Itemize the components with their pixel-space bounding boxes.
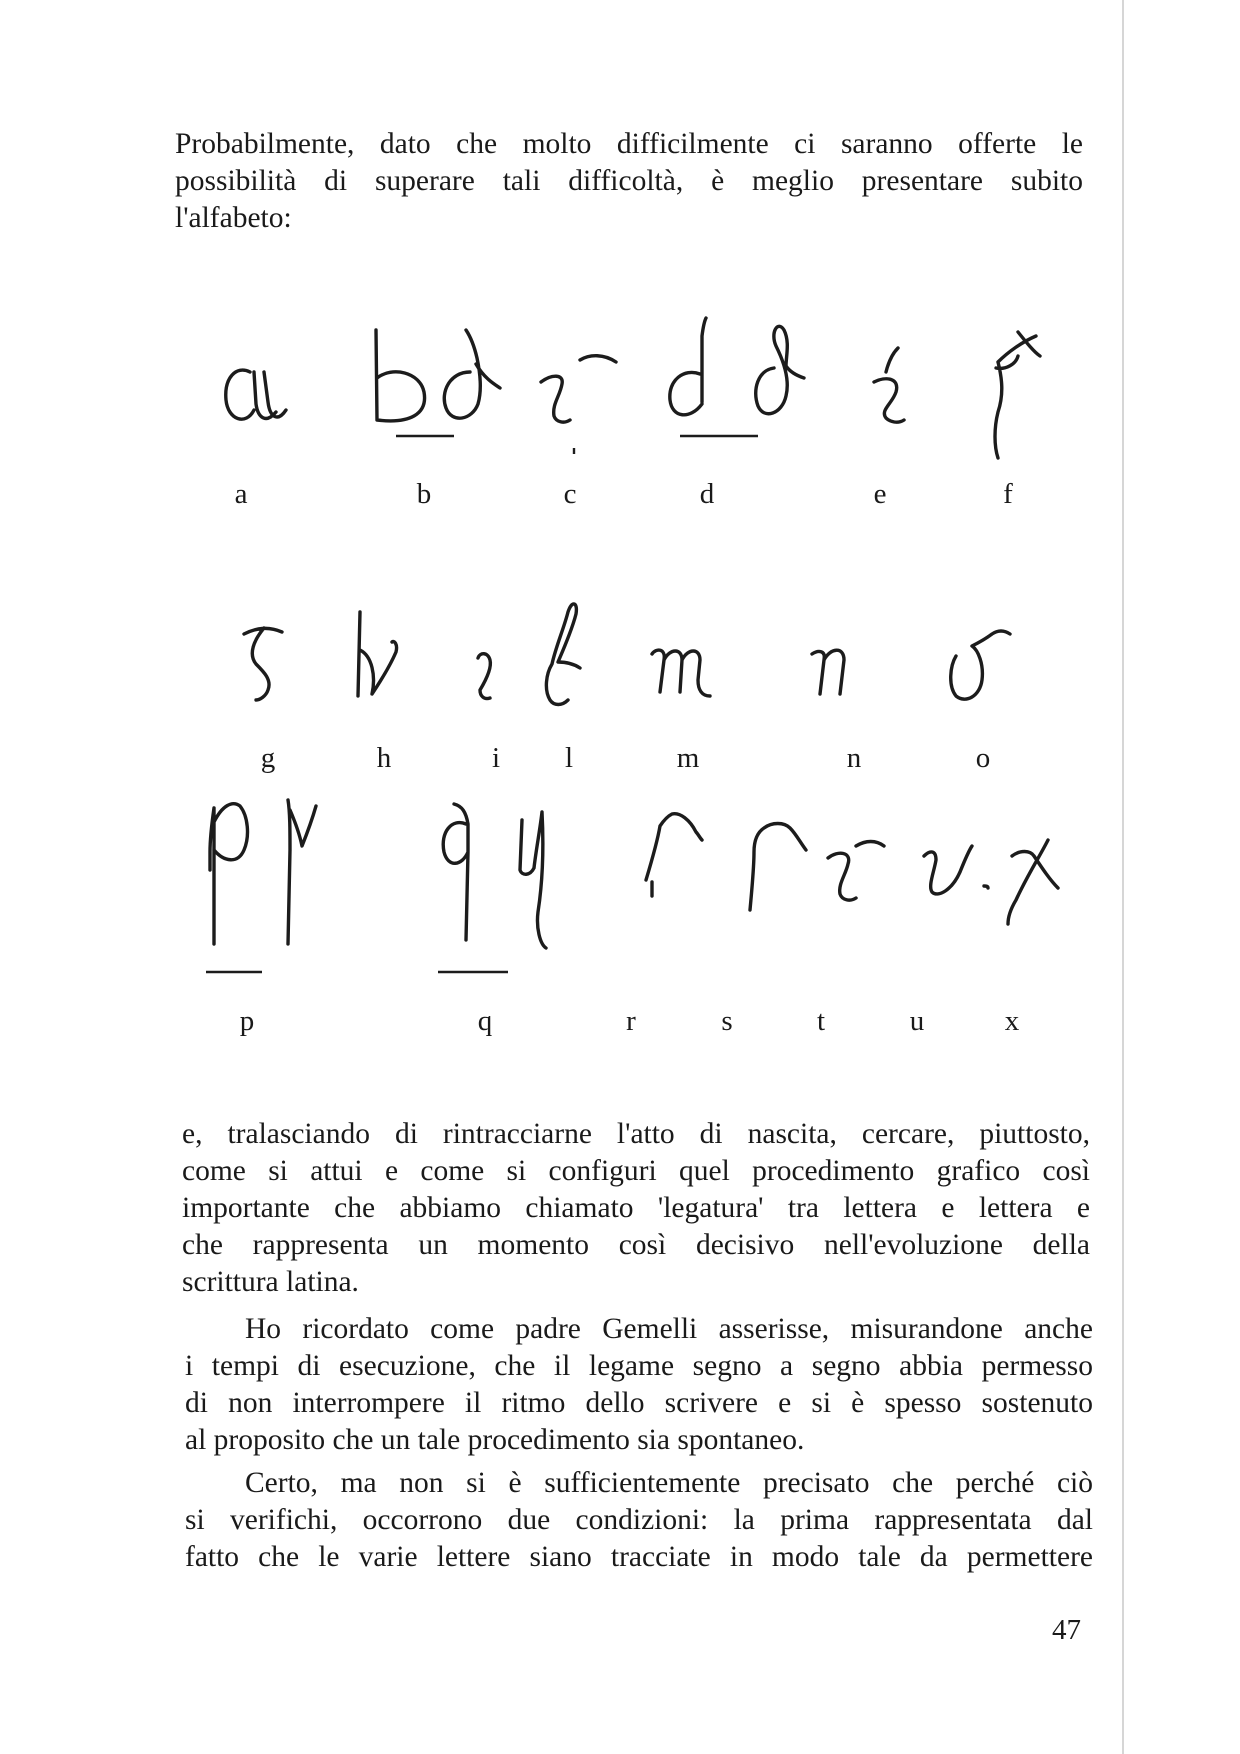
glyph-s [828, 842, 884, 901]
glyph-r-form1 [646, 814, 702, 896]
body-paragraph-1 [182, 1116, 1090, 1301]
glyph-d-form2 [756, 326, 804, 413]
glyph-n [812, 650, 844, 694]
text-line: al proposito che un tale procedimento sia spontaneo. [185, 1424, 805, 1456]
letter-label-g: g [260, 742, 276, 774]
body-paragraph-3 [185, 1465, 1093, 1576]
page-number: 47 [1052, 1614, 1081, 1646]
glyph-b-form2 [444, 330, 500, 418]
letter-label-f: f [1003, 478, 1013, 510]
text-line: scrittura latina. [182, 1266, 359, 1298]
text-line: Certo, ma non si è sufficientemente precisato che perché ciò [245, 1467, 1093, 1499]
text-line: che rappresenta un momento così decisivo nell'evoluzione della [182, 1229, 1090, 1261]
glyph-p-form1 [210, 804, 247, 944]
glyph-b-form1 [376, 330, 425, 421]
letter-label-e: e [873, 478, 887, 510]
glyph-q-form1 [443, 804, 468, 940]
text-line: possibilità di superare tali difficoltà, è meglio presentare subito [175, 165, 1083, 197]
letter-label-m: m [676, 742, 700, 774]
glyph-t [924, 846, 972, 894]
text-line: l'alfabeto: [175, 202, 292, 234]
glyph-e-form1 [874, 348, 904, 422]
letter-label-a: a [234, 478, 248, 510]
letter-label-o: o [975, 742, 991, 774]
text-line: fatto che le varie lettere siano tracciate in modo tale da permettere [185, 1541, 1093, 1573]
glyph-a [226, 370, 286, 419]
glyph-d-form1 [670, 318, 706, 415]
text-line: i tempi di esecuzione, che il legame segno a segno abbia permesso [185, 1350, 1093, 1382]
letter-label-d: d [699, 478, 715, 510]
text-line: importante che abbiamo chiamato 'legatura' tra lettera e lettera e [182, 1192, 1090, 1224]
letter-label-q: q [477, 1005, 493, 1037]
letter-label-h: h [376, 742, 392, 774]
text-line: di non interrompere il ritmo dello scrivere e si è spesso sostenuto [185, 1387, 1093, 1419]
glyph-i [478, 654, 490, 699]
glyph-q-form2 [520, 812, 546, 948]
letter-label-b: b [416, 478, 432, 510]
glyph-c-form2 [580, 356, 616, 362]
glyph-r-form2 [750, 824, 806, 911]
glyph-c-form1 [541, 376, 570, 422]
glyph-e-form2 [995, 332, 1040, 458]
glyph-l [546, 604, 580, 705]
letter-label-c: c [563, 478, 577, 510]
text-line: Probabilmente, dato che molto difficilmente ci saranno offerte le [175, 128, 1083, 160]
glyph-g [244, 628, 282, 700]
letter-label-i: i [491, 742, 501, 774]
text-line: si verifichi, occorrono due condizioni: la prima rappresentata dal [185, 1504, 1093, 1536]
text-line: come si attui e come si configuri quel procedimento grafico così [182, 1155, 1090, 1187]
glyph-h [358, 612, 397, 696]
body-paragraph-2 [185, 1311, 1093, 1459]
letter-label-p: p [239, 1005, 255, 1037]
glyph-o [951, 631, 1010, 699]
glyph-u-dot [984, 886, 988, 888]
letter-label-x: x [1004, 1005, 1020, 1037]
letter-label-s: s [721, 1005, 733, 1037]
glyph-p-form2 [288, 800, 316, 944]
glyph-m [652, 650, 710, 696]
letter-label-l: l [564, 742, 574, 774]
text-line: e, tralasciando di rintracciarne l'atto di nascita, cercare, piuttosto, [182, 1118, 1090, 1150]
glyph-x [1008, 840, 1058, 924]
letter-label-u: u [909, 1005, 925, 1037]
text-line: Ho ricordato come padre Gemelli asserisse, misurandone anche [245, 1313, 1093, 1345]
letter-label-r: r [626, 1005, 636, 1037]
letter-label-n: n [846, 742, 862, 774]
letter-label-t: t [816, 1005, 826, 1037]
